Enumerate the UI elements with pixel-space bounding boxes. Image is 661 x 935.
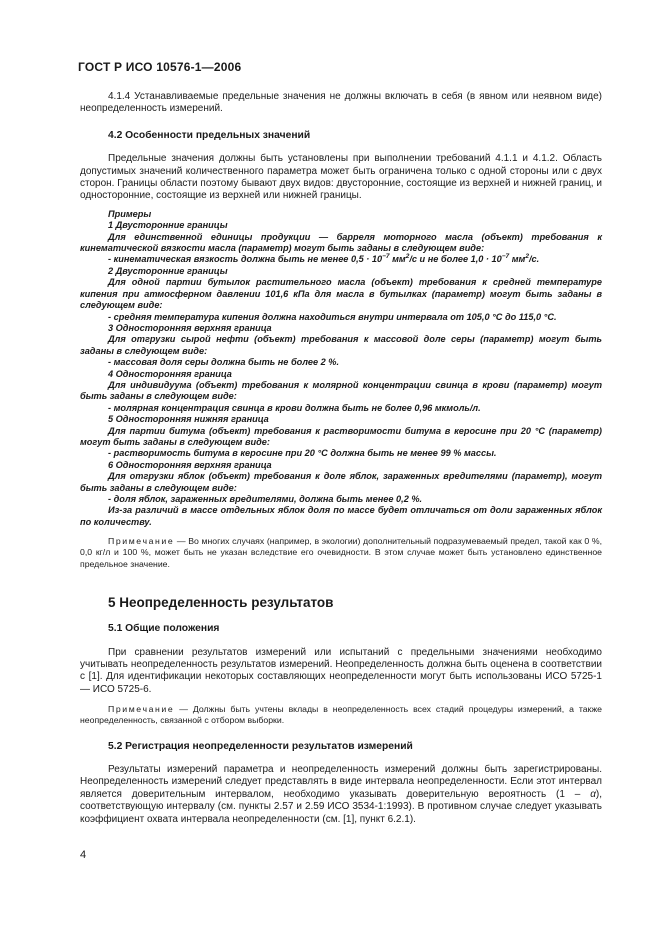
section-4-2-title: 4.2 Особенности предельных значений [108,129,311,141]
example-3-text: Для отгрузки сырой нефти (объект) требования к массовой доле серы (параметр) могут быть заданы в следующем виде: [80,334,602,356]
examples-block [80,209,602,528]
example-1-title: 1 Двусторонние границы [108,220,228,231]
example-1-requirement: - кинематическая вязкость должна быть не менее $0,5 \cdot 10^{-7}$ $мм^2/с$ и не более $1,0 \cdot 10^{-7}$ $мм^2/с$. [108,253,540,265]
examples-caption: Примеры [108,208,152,219]
note-2-label: Примечание [108,704,175,715]
section-5-1-title: 5.1 Общие положения [108,623,220,635]
note-2 [80,704,602,726]
note-1 [80,536,602,570]
note-1-label: Примечание [108,536,175,547]
example-6-title: 6 Односторонняя верхняя граница [108,459,272,470]
example-6-tail: Из-за различий в массе отдельных яблок доля по массе будет отличаться от доли зараженных яблок по количеству. [80,505,602,527]
example-5-text: Для партии битума (объект) требования к растворимости битума в керосине при 20 °С (параметр) могут быть заданы в следующем виде: [80,425,602,447]
example-3-title: 3 Односторонняя верхняя граница [108,322,272,333]
example-5-requirement: - растворимость битума в керосине при 20 °С должна быть не менее 99 % массы. [108,448,497,459]
example-1-text: Для единственной единицы продукции — барреля моторного масла (объект) требования к кинематической вязкости масла (параметр) могут быть заданы в следующем виде: [80,231,602,254]
page-number: 4 [80,849,87,861]
example-4-requirement: - молярная концентрация свинца в крови должна быть не более 0,96 мкмоль/л. [108,402,481,413]
section-4-2-paragraph: Предельные значения должны быть установлены при выполнении требований 4.1.1 и 4.1.2. Область допустимых значений количественного параметра может быть ограничена только с одной стороны или с двух сторон. Границы области поэтому бывают двух видов: двусторонние, состоящие из верхней и нижней границ, и односторонние, состоящие из верхней или нижней границы. [80,153,602,202]
section-5-2-title: 5.2 Регистрация неопределенности результатов измерений [108,740,413,752]
section-5-2-paragraph: Результаты измерений параметра и неопределенность измерений должны быть зарегистрированы. Неопределенность измерений следует представлять в виде интервала неопределенности. Если этот интервал является доверительным интервалом, необходимо указывать доверительную вероятность (1 – α), соответствующую интервалу (см. пункты 2.57 и 2.59 ИСО 3534-1:1993). В противном случае следует указывать коэффициент охвата интервала неопределенности (см. [1], пункт 6.2.1). [80,764,602,825]
note-2-text: — Должны быть учтены вклады в неопределенность всех стадий процедуры измерений, а также неопределенность, связанной с отбором выборки. [80,704,602,726]
note-1-text: — Во многих случаях (например, в экологии) дополнительный подразумеваемый предел, такой как 0 %, 0,0 кг/л и 100 %, может быть не указан вследствие его очевидности. В этом случае может быть установлено единственное предельное значение. [80,536,602,569]
example-2-title: 2 Двусторонние границы [108,265,228,276]
example-2-text: Для одной партии бутылок растительного масла (объект) требования к средней температуре кипения при атмосферном давлении 101,6 кПа для масла в бутылках (параметр) могут быть заданы в следующем виде: [80,277,602,311]
example-2-requirement: - средняя температура кипения должна находиться внутри интервала от 105,0 °С до 115,0 °С. [108,311,557,322]
section-5-title: 5 Неопределенность результатов [108,594,334,610]
section-5-1-paragraph: При сравнении результатов измерений или испытаний с предельными значениями необходимо учитывать неопределенность результатов измерений. Неопределенность должна быть оценена в соответствии с [1]. Для идентификации некоторых составляющих неопределенности могут быть использованы ИСО 5725-1 — ИСО 5725-6. [80,646,602,695]
example-5-title: 5 Односторонняя нижняя граница [108,414,269,425]
document-header: ГОСТ Р ИСО 10576-1—2006 [78,60,242,74]
example-6-requirement: - доля яблок, зараженных вредителями, должна быть менее 0,2 %. [108,494,423,504]
example-6-text: Для отгрузки яблок (объект) требования к доле яблок, зараженных вредителями (параметр), могут быть заданы в следующем виде: [80,471,602,493]
example-4-title: 4 Односторонняя граница [108,368,232,379]
example-3-requirement: - массовая доля серы должна быть не более 2 %. [108,357,340,368]
clause-4-1-4: 4.1.4 Устанавливаемые предельные значения не должны включать в себя (в явном или неявном виде) неопределенность измерений. [80,91,602,115]
example-4-text: Для индивидуума (объект) требования к молярной концентрации свинца в крови (параметр) могут быть заданы в следующем виде: [80,379,602,402]
page-content [80,91,602,826]
